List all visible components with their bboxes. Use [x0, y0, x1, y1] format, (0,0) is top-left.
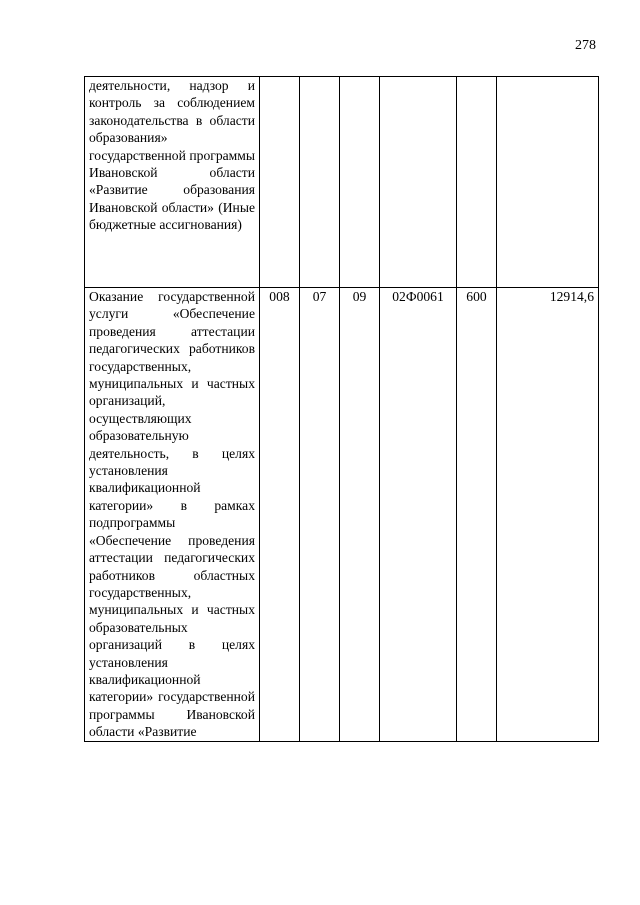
- row-ved-code: 008: [260, 288, 300, 742]
- row-target-code: [380, 77, 457, 288]
- row-expense-type-code: [457, 77, 497, 288]
- row-section-code: 07: [300, 288, 340, 742]
- row-description: Оказание государственной услуги «Обеспечение проведения аттестации педагогических работников государственных, муниципальных и частных организаций, осуществляющих образовательную деятельность, в целях установления квалификационной категории» в рамках подпрограммы «Обеспечение проведения аттестации педагогических работников областных государственных, муниципальных и частных образовательных организаций в целях установления квалификационной категории» государственной программы Ивановской области «Развитие: [85, 288, 260, 742]
- row-subsection-code: 09: [340, 288, 380, 742]
- table-row: [85, 288, 599, 742]
- row-target-code: 02Ф0061: [380, 288, 457, 742]
- budget-table: [84, 76, 599, 742]
- row-subsection-code: [340, 77, 380, 288]
- row-section-code: [300, 77, 340, 288]
- page-number: 278: [575, 38, 596, 53]
- row-expense-type-code: 600: [457, 288, 497, 742]
- row-ved-code: [260, 77, 300, 288]
- table-row: [85, 77, 599, 288]
- row-description: деятельности, надзор и контроль за соблюдением законодательства в области образования» государственной программы Ивановской области «Развитие образования Ивановской области» (Иные бюджетные ассигнования): [85, 77, 260, 288]
- row-amount: 12914,6: [497, 288, 599, 742]
- row-amount: [497, 77, 599, 288]
